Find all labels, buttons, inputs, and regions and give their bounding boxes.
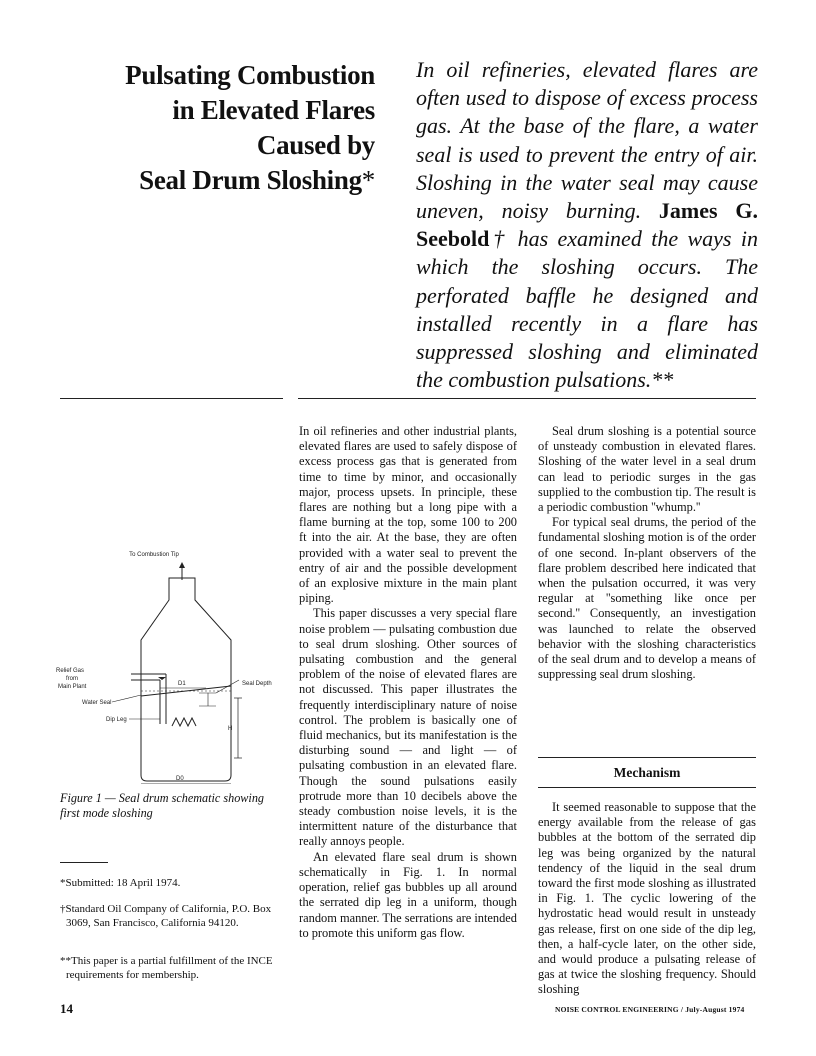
title-footnote-mark: * [361,165,375,195]
seal-drum-schematic [56,548,288,784]
footnote-affiliation [60,903,282,930]
abstract [416,56,758,394]
footnote-text: †Standard Oil Company of California, P.O. Box 3069, San Francisco, California 94120. [60,903,272,929]
label-from: from [66,676,78,682]
title-line: in Elevated Flares [172,95,375,125]
abstract-text-start: In oil refineries, elevated flares are often used to dispose of excess process gas. At the base of the flare, a water seal is used to prevent the entry of air. Sloshing in the water seal may cause uneven, noisy burning. [416,57,758,224]
title-line-text: Seal Drum Sloshing [139,165,362,195]
paragraph: It seemed reasonable to suppose that the energy available from the release of gas bubbles at the bottom of the serrated dip leg was being organized by the natural tendency of the liquid in the seal drum toward the first mode sloshing as illustrated in Fig. 1. The cyclic lowering of the hydrostatic head would result in unsteady gas release, first on one side of the dip leg, then, a half-cycle later, on the other side, and would produce a pulsating release of gas at twice the sloshing frequency. Should sloshing [538,800,756,997]
title-line: Caused by [256,130,375,160]
heading-rule-top [538,757,756,758]
body-column-3 [538,424,756,682]
footnote-divider [60,862,108,863]
footnote-ince [60,955,282,982]
paragraph: In oil refineries and other industrial plants, elevated flares are used to safely dispose of excess process gas that is generated from time to time by minor, and occasionally major, process upsets. In principle, these flares are nothing but a long pipe with a flame burning at the top, some 100 to 200 ft into the air. At the base, they are often provided with a water seal to prevent the entry of air and the possible development of an explosive mixture in the main plant piping. [299,424,517,606]
paragraph: Seal drum sloshing is a potential source of unsteady combustion in elevated flares. Sloshing of the water level in a seal drum can lead to periodic surges in the gas supplied to the combustion tip. The result is a periodic combustion ''whump.'' [538,424,756,515]
title-line [40,163,375,198]
title-line: Pulsating Combustion [125,60,375,90]
heading-rule-bottom [538,787,756,788]
divider-left [60,398,283,399]
label-main-plant: Main Plant [58,684,87,690]
label-seal-depth: Seal Depth [242,681,272,687]
label-water-seal: Water Seal [82,700,112,706]
label-d0: D0 [176,776,184,782]
paragraph: This paper discusses a very special flare noise problem — pulsating combustion due to seal drum sloshing. Other sources of pulsating combustion and the general problem of the noise of elevated flares are not discussed. This paper illustrates the frequently interdisciplinary nature of noise control. The problem is basically one of fluid mechanics, but its manifestation is the disturbing sound — and light — of pulsating combustion in an elevated flare. Though the sound pulsations easily protrude more than 10 decibels above the steady combustion noise levels, it is the intermittent nature of the disturbance that really annoys people. [299,606,517,849]
article-title [40,58,375,198]
label-dip-leg: Dip Leg [106,717,127,723]
paragraph: An elevated flare seal drum is shown schematically in Fig. 1. In normal operation, relief gas bubbles up all around the serrated dip leg in a uniform, though random manner. The serrations are intended to promote this uniform gas flow. [299,849,517,940]
abstract-text-end: has examined the ways in which the sloshing occurs. The perforated baffle he designed and installed recently in a flare has suppressed sloshing and eliminated the combustion pulsations.** [416,226,758,393]
section-heading: Mechanism [613,765,681,780]
body-column-2 [299,424,517,941]
author-name: James G. Seebold [416,198,759,252]
author-dagger: † [489,226,509,252]
footnote-submitted [60,877,282,891]
label-to-combustion-tip: To Combustion Tip [129,552,179,558]
paragraph: For typical seal drums, the period of the fundamental sloshing motion is of the order of one second. In-plant observers of the flare problem described here indicated that when the pulsation occurred, it was very regular at ''something like once per second.'' Consequently, an investigation was launched to relate the observed behavior with the sloshing characteristics of the seal drum and to develop a means of suppressing seal drum sloshing. [538,515,756,682]
label-relief-gas: Relief Gas [56,668,85,674]
journal-footer: NOISE CONTROL ENGINEERING / July-August 1974 [555,1005,745,1014]
footnote-text: *Submitted: 18 April 1974. [60,877,181,889]
figure-caption: Figure 1 — Seal drum schematic showing first mode sloshing [60,791,265,820]
body-column-3-continued [538,800,756,998]
label-h: H [228,726,233,732]
footnote-text: **This paper is a partial fulfillment of the INCE requirements for membership. [60,955,273,981]
page-number: 14 [60,1001,73,1016]
label-d1: D1 [178,681,186,687]
divider-right [298,398,756,399]
